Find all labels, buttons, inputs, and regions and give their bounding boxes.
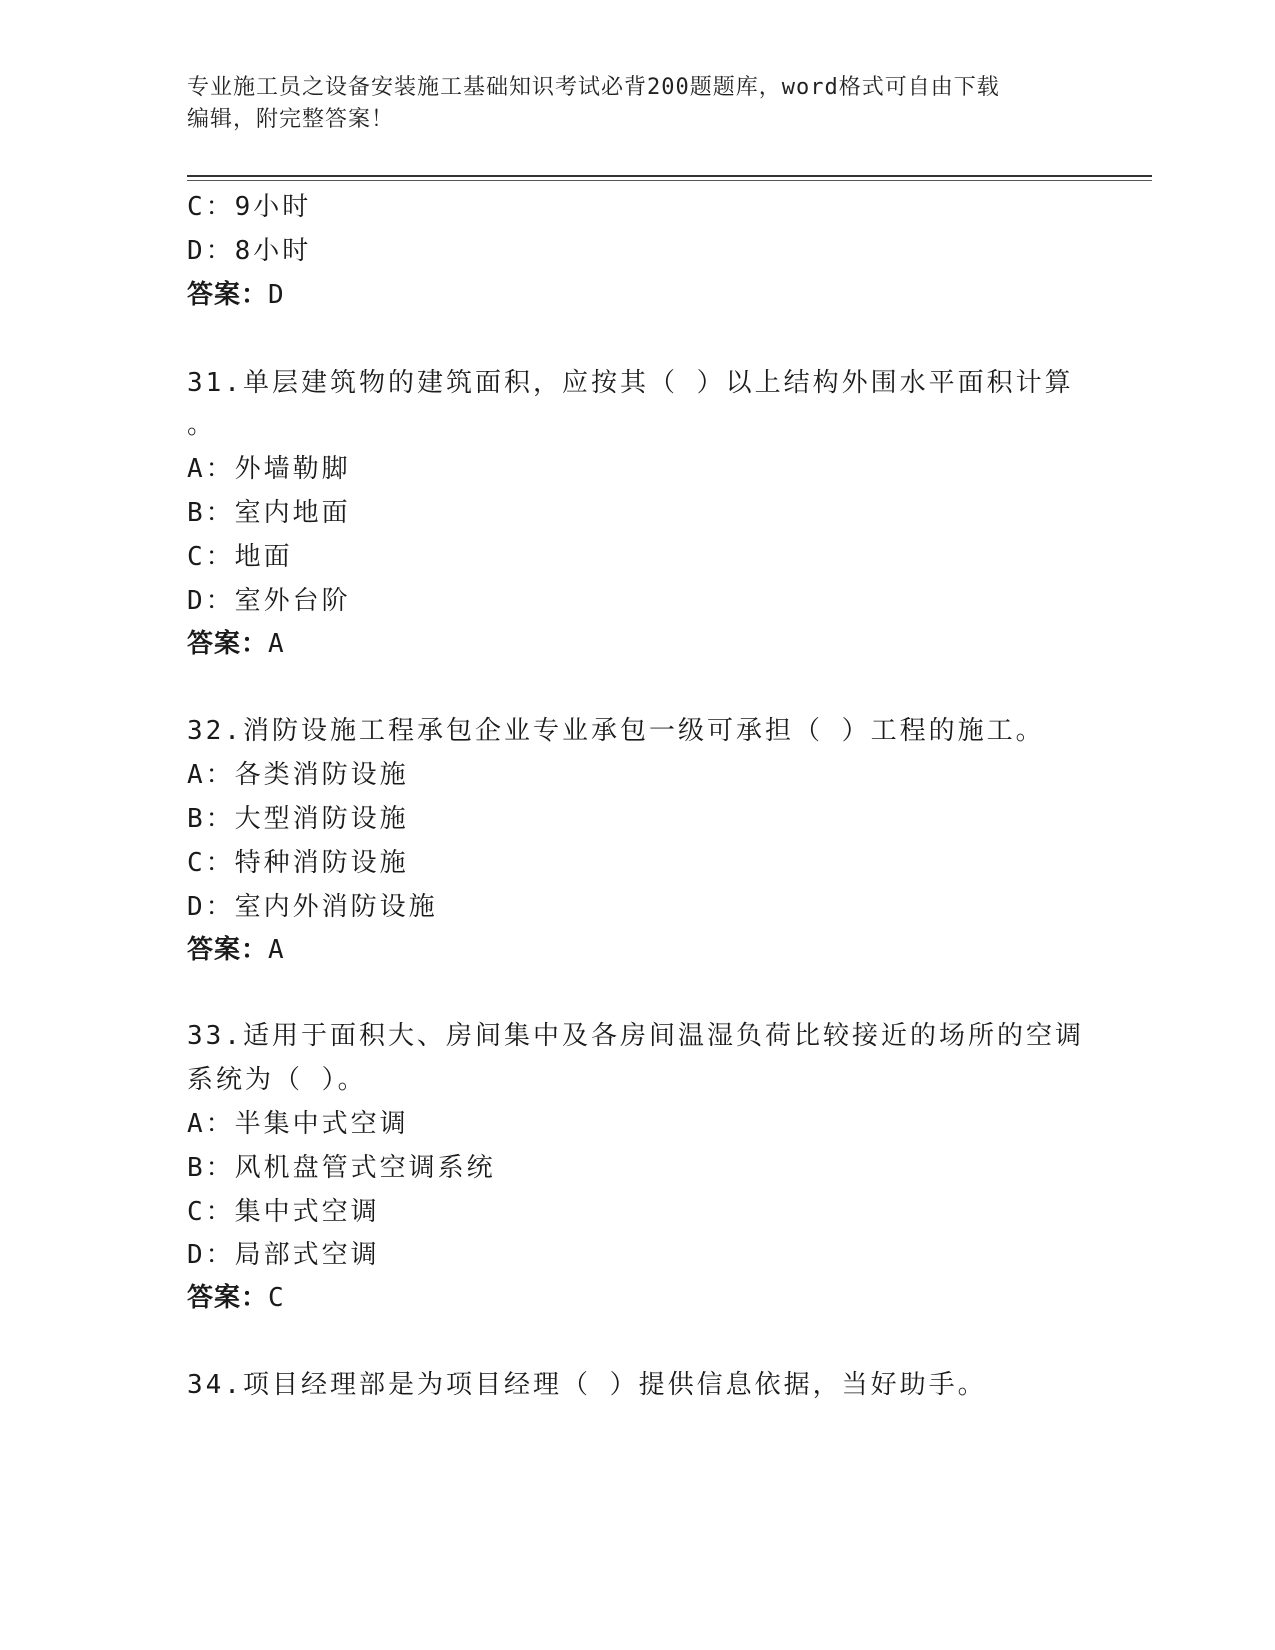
answer-label: 答案： — [187, 1283, 269, 1313]
header-divider-thick — [187, 175, 1152, 177]
q34-stem-line-1: 34.项目经理部是为项目经理（ ）提供信息依据，当好助手。 — [187, 1370, 987, 1400]
q31-stem-line-1: 31.单层建筑物的建筑面积，应按其（ ）以上结构外围水平面积计算 — [187, 368, 1074, 398]
q32-answer — [187, 933, 285, 967]
prev-option-c: C：9小时 — [187, 192, 312, 222]
q33-stem-line-1: 33.适用于面积大、房间集中及各房间温湿负荷比较接近的场所的空调 — [187, 1021, 1084, 1051]
prev-answer — [187, 278, 285, 312]
q32-option-d: D：室内外消防设施 — [187, 892, 438, 922]
header-line-2: 编辑，附完整答案！ — [187, 107, 395, 132]
answer-label: 答案： — [187, 629, 269, 659]
q31-option-c: C：地面 — [187, 542, 293, 572]
q33-option-d: D：局部式空调 — [187, 1240, 380, 1270]
q33-answer — [187, 1281, 285, 1315]
header-divider-thin — [187, 180, 1152, 181]
q31-option-d: D：室外台阶 — [187, 586, 351, 616]
q31-option-b: B：室内地面 — [187, 498, 351, 528]
q33-option-c: C：集中式空调 — [187, 1197, 380, 1227]
q33-option-b: B：风机盘管式空调系统 — [187, 1153, 496, 1183]
answer-label: 答案： — [187, 935, 269, 965]
prev-option-d: D：8小时 — [187, 236, 312, 266]
answer-value: A — [268, 629, 285, 659]
header-line-1: 专业施工员之设备安装施工基础知识考试必背200题题库，word格式可自由下载 — [187, 75, 1000, 100]
q33-option-a: A：半集中式空调 — [187, 1109, 409, 1139]
q31-option-a: A：外墙勒脚 — [187, 454, 351, 484]
q32-option-c: C：特种消防设施 — [187, 848, 409, 878]
answer-value: A — [268, 935, 285, 965]
q31-stem-line-2: 。 — [187, 410, 217, 440]
q32-option-a: A：各类消防设施 — [187, 760, 409, 790]
answer-value: D — [268, 280, 285, 310]
q31-answer — [187, 627, 285, 661]
answer-label: 答案： — [187, 280, 269, 310]
document-header — [187, 72, 1087, 136]
answer-value: C — [268, 1283, 285, 1313]
q32-stem-line-1: 32.消防设施工程承包企业专业承包一级可承担（ ）工程的施工。 — [187, 716, 1045, 746]
q32-option-b: B：大型消防设施 — [187, 804, 409, 834]
q33-stem-line-2: 系统为（ ）。 — [187, 1065, 367, 1095]
